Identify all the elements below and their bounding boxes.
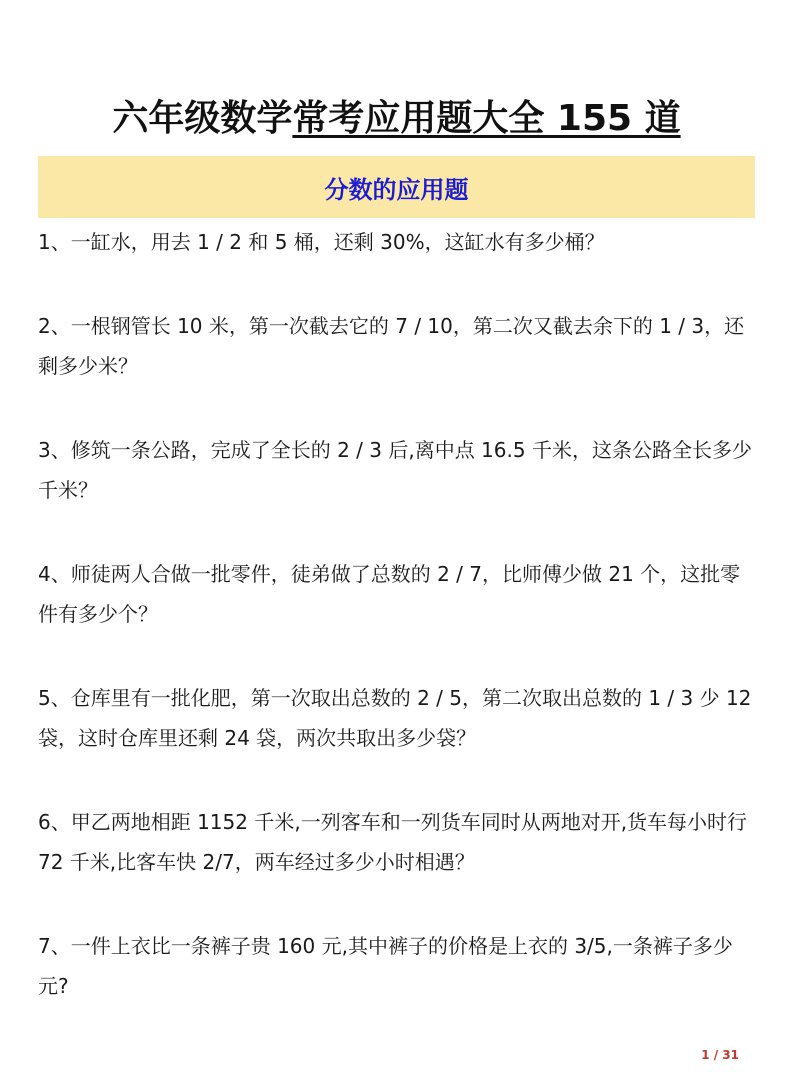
page-number: 1 / 31 — [701, 1048, 739, 1062]
question-item: 2、一根钢管长 10 米，第一次截去它的 7 / 10，第二次又截去余下的 1 / 3，还剩多少米？ — [38, 314, 745, 378]
question-item: 5、仓库里有一批化肥，第一次取出总数的 2 / 5，第二次取出总数的 1 / 3 少 12 袋，这时仓库里还剩 24 袋，两次共取出多少袋？ — [38, 686, 752, 750]
section-title: 分数的应用题 — [324, 175, 469, 204]
section-header — [38, 156, 755, 218]
question-item: 3、修筑一条公路，完成了全长的 2 / 3 后,离中点 16.5 千米，这条公路全长多少千米？ — [38, 438, 752, 502]
question-item: 6、甲乙两地相距 1152 千米,一列客车和一列货车同时从两地对开,货车每小时行 72 千米,比客车快 2/7，两车经过多少小时相遇？ — [38, 810, 748, 874]
question-item: 1、一缸水，用去 1 / 2 和 5 桶，还剩 30%，这缸水有多少桶？ — [38, 230, 605, 254]
document-title — [0, 92, 793, 146]
title-part-2-underlined: 常考应用题大全 155 道 — [292, 98, 681, 139]
question-list — [38, 222, 756, 1006]
title-part-1: 六年级数学 — [112, 98, 293, 139]
question-item: 4、师徒两人合做一批零件，徒弟做了总数的 2 / 7，比师傅少做 21 个，这批零件有多少个？ — [38, 562, 741, 626]
question-item: 7、一件上衣比一条裤子贵 160 元,其中裤子的价格是上衣的 3/5,一条裤子多少元? — [38, 934, 733, 998]
